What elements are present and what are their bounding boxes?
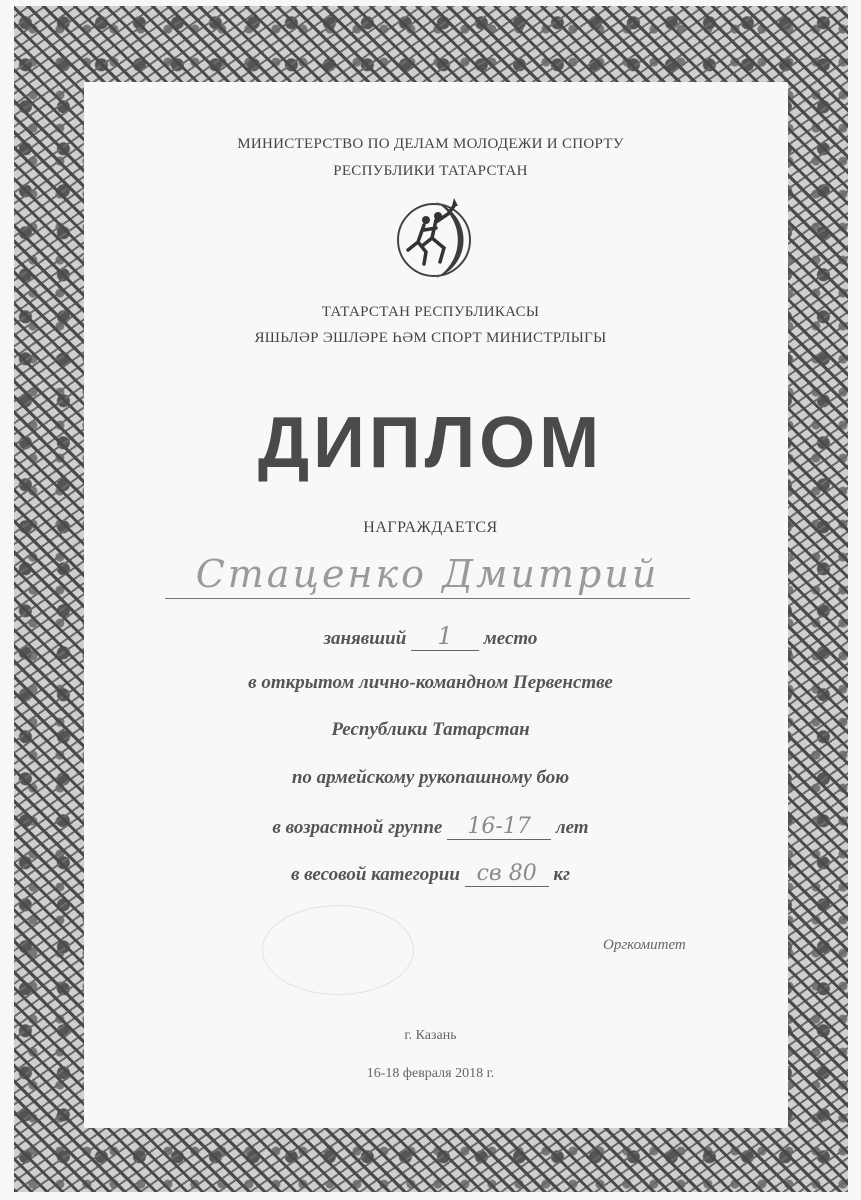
ministry-runner-torch-logo	[374, 192, 490, 288]
organizer-label: Оргкомитет	[603, 937, 686, 953]
weight-line	[0, 861, 861, 887]
place-suffix: место	[483, 628, 538, 649]
event-line3: по армейскому рукопашному бою	[291, 767, 570, 788]
ministry-name-line1: МИНИСТЕРСТВО ПО ДЕЛАМ МОЛОДЕЖИ И СПОРТУ	[237, 136, 624, 152]
weight-value: св 80	[465, 861, 549, 887]
age-group-prefix: в возрастной группе	[272, 817, 443, 838]
date-label: 16-18 февраля 2018 г.	[366, 1066, 495, 1081]
age-group-line	[0, 814, 861, 840]
age-group-value: 16-17	[447, 814, 551, 840]
place-value: 1	[411, 622, 479, 651]
tatar-ministry-line2: ЯШЬЛӘР ЭШЛӘРЕ ҺӘМ СПОРТ МИНИСТРЛЫГЫ	[254, 330, 607, 346]
weight-prefix: в весовой категории	[290, 864, 460, 885]
diploma-title: ДИПЛОМ	[257, 403, 604, 483]
tatar-ministry-line1: ТАТАРСТАН РЕСПУБЛИКАСЫ	[321, 304, 540, 320]
recipient-underline	[165, 598, 690, 599]
city-label: г. Казань	[404, 1028, 457, 1043]
weight-suffix: кг	[553, 864, 571, 885]
place-line	[0, 622, 861, 651]
event-line2: Республики Татарстан	[331, 719, 530, 740]
awarded-label: НАГРАЖДАЕТСЯ	[363, 519, 498, 536]
place-prefix: занявший	[323, 628, 407, 649]
faded-stamp	[262, 905, 414, 995]
recipient-name: Стаценко Дмитрий	[195, 552, 660, 596]
age-group-suffix: лет	[555, 817, 589, 838]
ministry-name-line2: РЕСПУБЛИКИ ТАТАРСТАН	[333, 163, 528, 179]
event-line1: в открытом лично-командном Первенстве	[248, 672, 613, 693]
